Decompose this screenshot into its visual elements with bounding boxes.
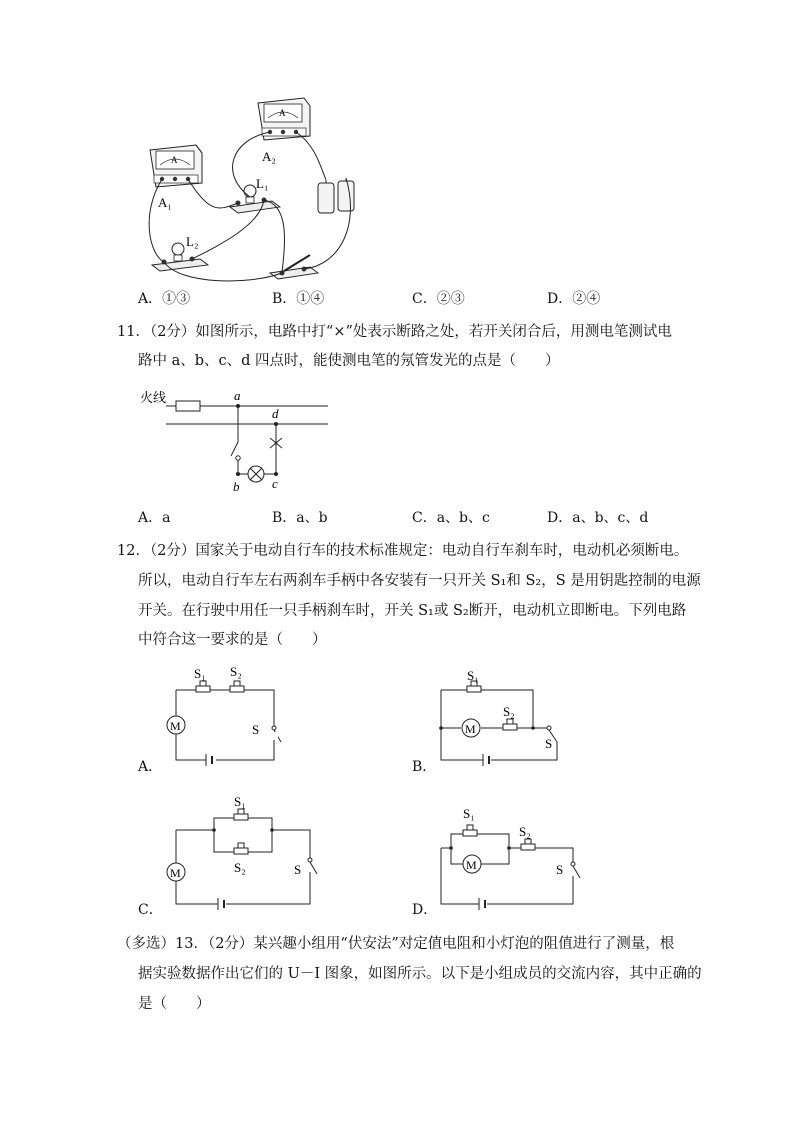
- q11-option-a[interactable]: A．a: [138, 510, 171, 526]
- q12-stem-line1: 12．（2分）国家关于电动自行车的技术标准规定：电动自行车刹车时，电动机必须断电。: [117, 543, 689, 559]
- q13-stem-line2: 据实验数据作出它们的 U－I 图象，如图所示。以下是小组成员的交流内容，其中正确的: [138, 966, 702, 982]
- label-point-c: c: [272, 476, 278, 491]
- svg-text:S₂: S₂: [230, 664, 242, 679]
- svg-text:M: M: [170, 719, 181, 733]
- q12-stem-line3: 开关。在行驶中用任一只手柄刹车时，开关 S₁或 S₂断开，电动机立即断电。下列电路: [138, 603, 687, 619]
- q12-option-d-label[interactable]: D．: [412, 902, 438, 918]
- q10-option-b[interactable]: B．①④: [272, 291, 325, 307]
- q10-option-c[interactable]: C．②③: [412, 291, 465, 307]
- q12-circuit-a[interactable]: [150, 662, 290, 774]
- label-a1: A₁: [158, 195, 172, 210]
- q12-option-b-label[interactable]: B．: [412, 759, 437, 775]
- lamp-l1: [230, 185, 280, 213]
- q12-circuit-b[interactable]: [425, 662, 575, 774]
- q12-stem-line2: 所以，电动自行车左右两刹车手柄中各安装有一只开关 S₁和 S₂，S 是用钥匙控制的电源: [138, 573, 701, 589]
- knife-switch: [270, 255, 318, 279]
- label-point-a: a: [234, 388, 241, 403]
- q12-option-a-label[interactable]: A．: [138, 759, 163, 775]
- battery: [318, 178, 354, 213]
- label-l1: L₁: [256, 176, 269, 191]
- q12-option-c-label[interactable]: C．: [138, 902, 163, 918]
- svg-text:S: S: [556, 862, 564, 877]
- q11-stem-line1: 11．（2分）如图所示，电路中打“×”处表示断路之处，若开关闭合后，用测电笔测试电: [117, 324, 672, 340]
- svg-text:S₁: S₁: [467, 668, 479, 683]
- q13-stem-line1: （多选）13．（2分）某兴趣小组用“伏安法”对定值电阻和小灯泡的阻值进行了测量，根: [117, 936, 675, 952]
- q12-stem-line4: 中符合这一要求的是（ ）: [138, 632, 327, 648]
- label-point-b: b: [233, 479, 240, 494]
- q13-stem-line3: 是（ ）: [138, 996, 211, 1012]
- svg-text:S₂: S₂: [519, 824, 531, 839]
- lamp-l2: [152, 243, 208, 271]
- svg-text:S₂: S₂: [503, 704, 515, 719]
- svg-text:S: S: [294, 862, 302, 877]
- label-fire-line: 火线: [140, 390, 167, 405]
- svg-text:S₁: S₁: [463, 806, 475, 821]
- q11-circuit-diagram: [136, 384, 336, 496]
- ammeter-a2: [258, 98, 310, 140]
- svg-text:S: S: [545, 736, 553, 751]
- q11-option-c[interactable]: C．a、b、c: [412, 510, 490, 526]
- q11-option-d[interactable]: D．a、b、c、d: [547, 510, 649, 526]
- label-l2: L₂: [186, 234, 199, 249]
- svg-text:M: M: [465, 722, 476, 736]
- svg-text:S₂: S₂: [234, 860, 246, 875]
- label-a2: A₂: [262, 149, 276, 164]
- svg-text:M: M: [170, 866, 181, 880]
- svg-text:S: S: [252, 722, 260, 737]
- q11-stem-line2: 路中 a、b、c、d 四点时，能使测电笔的氖管发光的点是（ ）: [138, 353, 560, 369]
- ammeter-a1: [150, 145, 202, 187]
- svg-text:S₁: S₁: [194, 666, 206, 681]
- q12-circuit-d[interactable]: [425, 798, 585, 912]
- q10-circuit-diagram: [140, 95, 380, 285]
- svg-text:A: A: [171, 155, 178, 165]
- q10-option-d[interactable]: D．②④: [547, 291, 601, 307]
- svg-text:A: A: [279, 108, 286, 118]
- q12-circuit-c[interactable]: [150, 792, 330, 912]
- q11-option-b[interactable]: B．a、b: [272, 510, 328, 526]
- q10-option-a[interactable]: A．①③: [138, 291, 191, 307]
- svg-text:S₁: S₁: [234, 794, 246, 809]
- svg-text:M: M: [466, 858, 477, 872]
- label-point-d: d: [272, 406, 279, 421]
